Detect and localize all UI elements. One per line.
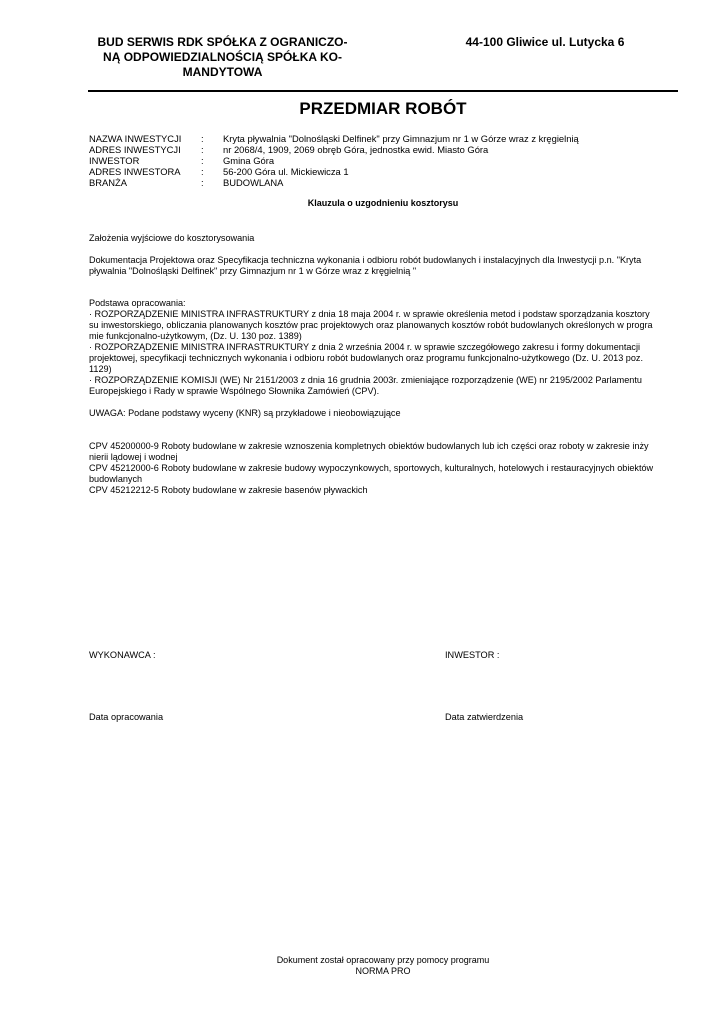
header-divider [88,90,678,92]
text-line: Podstawa opracowania: [89,298,186,308]
footer-line: Dokument został opracowany przy pomocy programu [276,955,490,965]
company-name [80,35,365,80]
text-line: CPV 45200000-9 Roboty budowlane w zakresie wznoszenia kompletnych obiektów budowlanych lub ich części oraz roboty w zakresie inży [89,441,649,451]
info-row-investor [89,155,689,166]
contractor-label: WYKONAWCA : [89,650,156,660]
clause-title: Klauzula o uzgodnieniu kosztorysu [307,198,459,208]
text-line: Założenia wyjściowe do kosztorysowania [89,233,255,243]
text-line: Europejskiego i Rady w sprawie Wspólnego Słownika Zamówień (CPV). [89,386,380,396]
cpv-paragraph [89,441,679,496]
info-row-branch [89,177,689,188]
info-value: Gmina Góra [223,155,275,166]
text-line: UWAGA: Podane podstawy wyceny (KNR) są przykładowe i nieobowiązujące [89,408,401,418]
company-name-line: NĄ ODPOWIEDZIALNOŚCIĄ SPÓŁKA KO- [103,50,342,64]
text-line: nierii lądowej i wodnej [89,452,178,462]
company-name-line: MANDYTOWA [182,65,263,79]
document-title: PRZEDMIAR ROBÓT [299,99,467,118]
info-row-investment-address [89,144,689,155]
info-separator: : [201,166,204,177]
info-value: 56-200 Góra ul. Mickiewicza 1 [223,166,349,177]
note-paragraph [89,408,679,419]
basis-paragraph [89,298,679,397]
text-line: budowlanych [89,474,143,484]
text-line: CPV 45212212-5 Roboty budowlane w zakresie basenów pływackich [89,485,368,495]
info-label: NAZWA INWESTYCJI [89,133,182,144]
text-line: Dokumentacja Projektowa oraz Specyfikacja techniczna wykonania i odbioru robót budowlanych i instalacyjnych dla Inwestycji p.n. "Kryta [89,255,642,265]
text-line: 1129) [89,364,112,374]
text-line: · ROZPORZĄDZENIE MINISTRA INFRASTRUKTURY z dnia 2 września 2004 r. w sprawie szczegółowego zakresu i formy dokumentacji [89,342,641,352]
info-value: Kryta pływalnia "Dolnośląski Delfinek" przy Gimnazjum nr 1 w Górze wraz z kręgielnią [223,133,579,144]
text-line: pływalnia "Dolnośląski Delfinek" przy Gimnazjum nr 1 w Górze wraz z kręgielnią " [89,266,417,276]
footer-note [200,955,566,977]
company-name-line: BUD SERWIS RDK SPÓŁKA Z OGRANICZO- [97,35,348,49]
info-row-investment-name [89,133,689,144]
info-row-investor-address [89,166,689,177]
text-line: projektowej, specyfikacji technicznych wykonania i odbioru robót budowlanych oraz programu funkcjonalno-użytkowego (Dz. U. 2013 poz. [89,353,643,363]
info-label: INWESTOR [89,155,140,166]
info-separator: : [201,133,204,144]
info-separator: : [201,155,204,166]
footer-line: NORMA PRO [355,966,411,976]
text-line: · ROZPORZĄDZENIE KOMISJI (WE) Nr 2151/2003 z dnia 16 grudnia 2003r. zmieniające rozporządzenie (WE) nr 2195/2002 Parlamentu [89,375,642,385]
investor-label: INWESTOR : [445,650,500,660]
text-line: CPV 45212000-6 Roboty budowlane w zakresie budowy wypoczynkowych, sportowych, kulturalnych, hotelowych i restauracyjnych obiektów [89,463,654,473]
info-separator: : [201,144,204,155]
info-value: BUDOWLANA [223,177,284,188]
preparation-date-label: Data opracowania [89,712,164,722]
approval-date-label: Data zatwierdzenia [445,712,524,722]
text-line: mie funkcjonalno-użytkowym, (Dz. U. 130 poz. 1389) [89,331,302,341]
info-label: ADRES INWESTYCJI [89,144,181,155]
info-label: BRANŻA [89,177,128,188]
text-line: · ROZPORZĄDZENIE MINISTRA INFRASTRUKTURY z dnia 18 maja 2004 r. w sprawie określenia metod i podstaw sporządzania kosztory [89,309,650,319]
info-separator: : [201,177,204,188]
documentation-paragraph [89,255,679,277]
assumptions-paragraph [89,233,679,244]
info-value: nr 2068/4, 1909, 2069 obręb Góra, jednostka ewid. Miasto Góra [223,144,489,155]
info-label: ADRES INWESTORA [89,166,181,177]
text-line: su inwestorskiego, obliczania planowanych kosztów prac projektowych oraz planowanych kosztów robót budowlanych określonych w progra [89,320,653,330]
company-address: 44-100 Gliwice ul. Lutycka 6 [465,35,625,49]
investment-info [89,133,689,188]
